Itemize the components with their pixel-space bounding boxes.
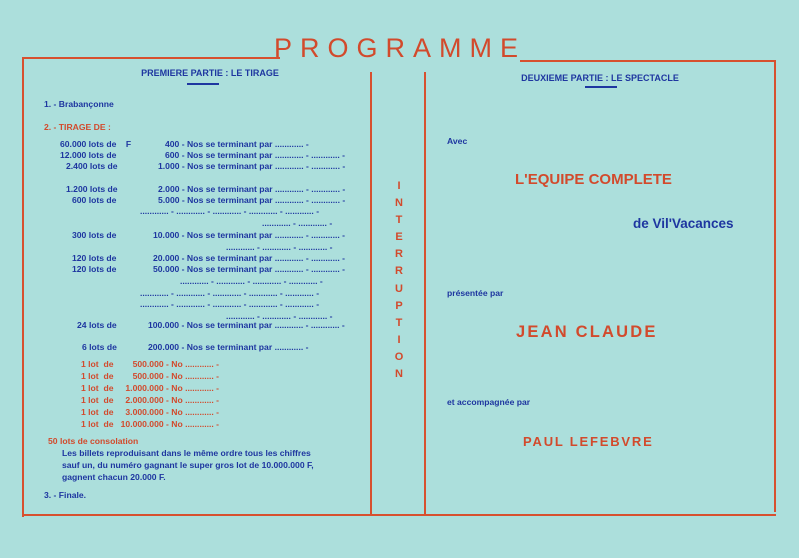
interruption-letter: N bbox=[395, 197, 403, 210]
frame-right bbox=[774, 60, 776, 512]
row-b: ............ - ............ - ............ - bbox=[226, 242, 333, 252]
row-b: ............ - ............ - ............ - bbox=[226, 311, 333, 321]
row-b: ............ - ............ - ............ - ............ - ............ - bbox=[140, 288, 320, 298]
interruption-letter: P bbox=[395, 299, 403, 312]
row-b: ............ - ............ - ............ - ............ - ............ - bbox=[140, 299, 320, 309]
left-header: PREMIERE PARTIE : LE TIRAGE bbox=[141, 68, 279, 78]
interruption-letter: I bbox=[397, 333, 401, 346]
interruption-letter: I bbox=[397, 180, 401, 192]
row-b: 400 - Nos se terminant par ............ - bbox=[165, 139, 309, 149]
frame-top-left bbox=[22, 57, 280, 59]
interruption-label bbox=[392, 178, 406, 383]
row-a: 1.200 lots de bbox=[66, 184, 118, 194]
center-line-right bbox=[424, 72, 426, 514]
row-a: 60.000 lots de F bbox=[60, 139, 132, 149]
row-a: 24 lots de bbox=[77, 320, 117, 330]
row-b: ............ - ............ - ............ - ............ - bbox=[180, 276, 323, 286]
row-b: 10.000 - Nos se terminant par ............ - ............ - bbox=[153, 230, 345, 240]
accompagnee-par: et accompagnée par bbox=[447, 397, 531, 407]
avec-label: Avec bbox=[447, 136, 468, 146]
interruption-letter: N bbox=[395, 368, 403, 381]
paul-lefebvre: PAUL LEFEBVRE bbox=[523, 434, 654, 449]
gros-lot-row: 1 lot de 10.000.000 - No ............ - bbox=[81, 419, 220, 429]
row-b: ............ - ............ - ............ - ............ - ............ - bbox=[140, 206, 320, 216]
row-b: ............ - ............ - bbox=[262, 218, 333, 228]
gros-lot-row: 1 lot de 2.000.000 - No ............ - bbox=[81, 395, 220, 405]
consolation-text-2: sauf un, du numéro gagnant le super gros lot de 10.000.000 F, bbox=[62, 460, 314, 470]
frame-bottom bbox=[22, 514, 776, 516]
row-b: 1.000 - Nos se terminant par ............ - ............ - bbox=[158, 161, 346, 171]
row-a: 120 lots de bbox=[72, 253, 117, 263]
consolation-text-1: Les billets reproduisant dans le même ordre tous les chiffres bbox=[62, 448, 311, 458]
consolation-title: 50 lots de consolation bbox=[48, 436, 139, 446]
left-header-underline bbox=[187, 83, 219, 85]
gros-lot-row: 1 lot de 1.000.000 - No ............ - bbox=[81, 383, 220, 393]
frame-left bbox=[22, 57, 24, 517]
row-b: 2.000 - Nos se terminant par ............ - ............ - bbox=[158, 184, 346, 194]
row-a: 120 lots de bbox=[72, 264, 117, 274]
interruption-letter: E bbox=[395, 231, 403, 244]
row-b: 50.000 - Nos se terminant par ............ - ............ - bbox=[153, 264, 345, 274]
row-a: 12.000 lots de bbox=[60, 150, 117, 160]
center-line-left bbox=[370, 72, 372, 514]
interruption-letter: R bbox=[395, 248, 403, 261]
gros-lot-row: 1 lot de 500.000 - No ............ - bbox=[81, 371, 220, 381]
right-header: DEUXIEME PARTIE : LE SPECTACLE bbox=[521, 73, 679, 83]
item-tirage: 2. - TIRAGE DE : bbox=[44, 122, 111, 132]
interruption-letter: U bbox=[395, 282, 403, 295]
interruption-letter: O bbox=[394, 350, 404, 363]
row-b: 20.000 - Nos se terminant par ............ - ............ - bbox=[153, 253, 345, 263]
presentee-par: présentée par bbox=[447, 288, 504, 298]
gros-lot-row: 1 lot de 500.000 - No ............ - bbox=[81, 359, 220, 369]
vil-vacances: de Vil'Vacances bbox=[633, 216, 734, 231]
item-brabanconne: 1. - Brabançonne bbox=[44, 99, 114, 109]
row-b: 5.000 - Nos se terminant par ............ - ............ - bbox=[158, 195, 346, 205]
consolation-text-3: gagnent chacun 20.000 F. bbox=[62, 472, 166, 482]
item-finale: 3. - Finale. bbox=[44, 490, 87, 500]
row-a: 6 lots de bbox=[82, 342, 117, 352]
frame-top-right bbox=[520, 60, 776, 62]
interruption-letter: T bbox=[395, 214, 403, 227]
equipe-complete: L'EQUIPE COMPLETE bbox=[515, 171, 672, 188]
interruption-letter: R bbox=[395, 265, 403, 278]
right-header-underline bbox=[585, 86, 617, 88]
row-b: 600 - Nos se terminant par ............ - ............ - bbox=[165, 150, 346, 160]
row-a: 2.400 lots de bbox=[66, 161, 118, 171]
interruption-letter: T bbox=[395, 316, 403, 329]
gros-lot-row: 1 lot de 3.000.000 - No ............ - bbox=[81, 407, 220, 417]
jean-claude: JEAN CLAUDE bbox=[516, 323, 658, 341]
row-a: 600 lots de bbox=[72, 195, 117, 205]
row-b: 200.000 - Nos se terminant par ............ - bbox=[148, 342, 309, 352]
row-a: 300 lots de bbox=[72, 230, 117, 240]
page-title: PROGRAMME bbox=[273, 33, 526, 63]
row-b: 100.000 - Nos se terminant par ............ - ............ - bbox=[148, 320, 345, 330]
